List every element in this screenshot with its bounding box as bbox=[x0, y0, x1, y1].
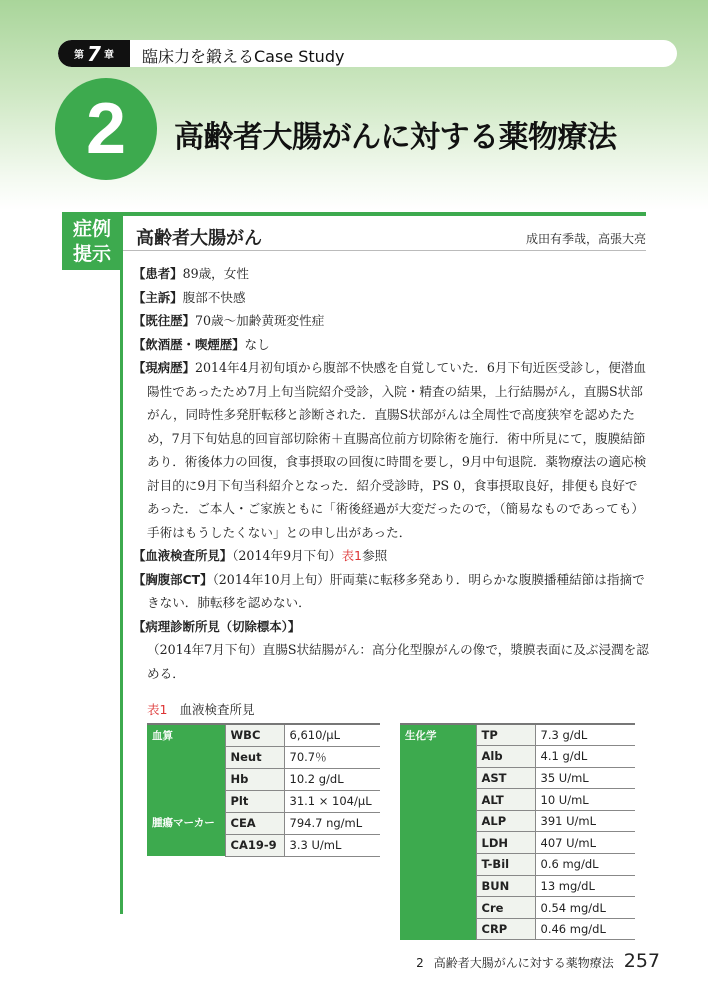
test-name: Plt bbox=[225, 790, 284, 812]
table-caption: 表1 血液検査所見 bbox=[147, 702, 255, 717]
divider bbox=[123, 250, 646, 251]
test-value: 407 U/mL bbox=[535, 832, 635, 854]
page-number: 257 bbox=[623, 950, 660, 972]
test-value: 31.1 × 104/μL bbox=[284, 790, 380, 812]
footer-section: 2 bbox=[416, 956, 424, 970]
case-body bbox=[133, 262, 649, 685]
page-title: 高齢者大腸がんに対する薬物療法 bbox=[174, 120, 617, 155]
test-value: 794.7 ng/mL bbox=[284, 812, 380, 834]
table-section bbox=[133, 701, 649, 940]
test-value: 7.3 g/dL bbox=[535, 724, 635, 746]
group-label: 腫瘍マーカー bbox=[147, 812, 225, 856]
table-row bbox=[400, 724, 635, 746]
test-name: Hb bbox=[225, 768, 284, 790]
blood-table-left bbox=[147, 723, 380, 857]
case-content bbox=[133, 262, 649, 940]
series-title: 臨床力を鍛えるCase Study bbox=[142, 47, 345, 66]
table-ref-link[interactable]: 表1 bbox=[341, 548, 363, 563]
case-tab-line2: 提示 bbox=[72, 243, 111, 265]
table-row bbox=[147, 724, 380, 746]
test-value: 6,610/μL bbox=[284, 724, 380, 746]
test-name: ALT bbox=[476, 789, 535, 811]
case-top-rule bbox=[62, 212, 646, 216]
chapter-banner bbox=[58, 40, 677, 67]
test-name: TP bbox=[476, 724, 535, 746]
chest-ct: 【胸腹部CT】（2014年10月上旬）肝両葉に転移多発あり．明らかな腹膜播種結節は指摘できない．肺転移を認めない． bbox=[133, 571, 645, 610]
test-name: T-Bil bbox=[476, 854, 535, 876]
test-name: Alb bbox=[476, 746, 535, 768]
authors: 成田有季哉，高張大亮 bbox=[525, 232, 646, 246]
test-name: CEA bbox=[225, 812, 284, 834]
test-name: WBC bbox=[225, 724, 284, 746]
case-tab-line1: 症例 bbox=[72, 218, 111, 240]
test-name: BUN bbox=[476, 875, 535, 897]
pathology-text: （2014年7月下旬）直腸S状結腸がん：高分化型腺がんの像で，漿膜表面に及ぶ浸潤を認める． bbox=[147, 642, 649, 681]
section-number: 2 bbox=[55, 78, 157, 180]
test-value: 0.54 mg/dL bbox=[535, 897, 635, 919]
test-value: 70.7％ bbox=[284, 746, 380, 768]
case-tab bbox=[62, 212, 122, 270]
blood-test: 【血液検査所見】（2014年9月下旬）表1参照 bbox=[133, 548, 388, 563]
footer-title: 高齢者大腸がんに対する薬物療法 bbox=[433, 956, 614, 970]
test-value: 13 mg/dL bbox=[535, 875, 635, 897]
test-name: LDH bbox=[476, 832, 535, 854]
test-value: 4.1 g/dL bbox=[535, 746, 635, 768]
pathology: 【病理診断所見（切除標本）】 bbox=[133, 618, 301, 634]
chapter-prefix: 第 bbox=[74, 50, 85, 61]
patient: 【患者】89歳，女性 bbox=[133, 266, 249, 281]
test-value: 10.2 g/dL bbox=[284, 768, 380, 790]
test-value: 35 U/mL bbox=[535, 767, 635, 789]
page-footer bbox=[416, 950, 660, 972]
table-row bbox=[147, 812, 380, 834]
test-value: 0.6 mg/dL bbox=[535, 854, 635, 876]
chapter-suffix: 章 bbox=[103, 50, 114, 61]
test-name: CA19-9 bbox=[225, 834, 284, 856]
group-label: 生化学 bbox=[400, 724, 476, 940]
chapter-badge bbox=[58, 40, 130, 67]
test-name: ALP bbox=[476, 810, 535, 832]
drinking-smoking: 【飲酒歴・喫煙歴】なし bbox=[133, 336, 270, 352]
test-value: 3.3 U/mL bbox=[284, 834, 380, 856]
present-illness: 【現病歴】2014年4月初旬頃から腹部不快感を自覚していた．6月下旬近医受診し，便潜血陽性であったため7月上旬当院紹介受診，入院・精査の結果，上行結腸がん，直腸S状部がん，同時性多発肝転移と診断された．直腸S状部がんは全周性で高度狭窄を認めたため，7月下旬姑息的回盲部切除術＋直腸高位前方切除術を施行．術中所見にて，腹膜結節あり．術後体力の回復，食事摂取の回復に時間を要し，9月中旬退院．薬物療法の適応検討目的に9月下旬当科紹介となった．紹介受診時，PS 0，食事摂取良好，排便も良好であった．ご本人・ご家族ともに「術後経過が大変だったので，（簡易なものであっても）手術はもうしたくない」との申し出があった． bbox=[133, 360, 647, 540]
test-value: 0.46 mg/dL bbox=[535, 918, 635, 940]
test-name: AST bbox=[476, 767, 535, 789]
test-value: 10 U/mL bbox=[535, 789, 635, 811]
past-history: 【既往歴】70歳～加齢黄斑変性症 bbox=[133, 313, 325, 328]
case-title: 高齢者大腸がん bbox=[136, 228, 262, 249]
chapter-number: 7 bbox=[87, 41, 101, 66]
test-name: Cre bbox=[476, 897, 535, 919]
case-left-rule bbox=[120, 212, 123, 914]
test-value: 391 U/mL bbox=[535, 810, 635, 832]
test-name: Neut bbox=[225, 746, 284, 768]
blood-table-right bbox=[400, 723, 635, 940]
test-name: CRP bbox=[476, 918, 535, 940]
group-label: 血算 bbox=[147, 724, 225, 812]
tables-row bbox=[147, 723, 649, 940]
complaint: 【主訴】腹部不快感 bbox=[133, 289, 246, 305]
